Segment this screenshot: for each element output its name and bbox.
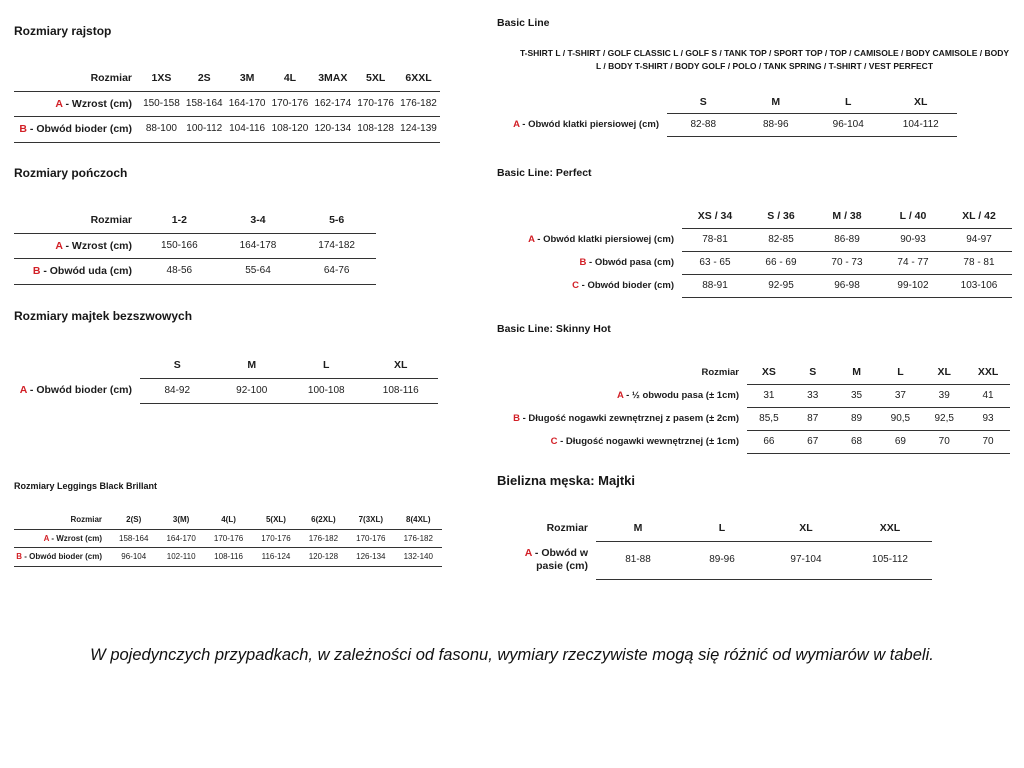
column-header-rozmiar [505,91,667,114]
measurement-value: 162-174 [311,91,354,117]
measurement-value: 116-124 [252,548,299,567]
column-header-size: 1-2 [140,208,219,233]
measurement-value: 89 [835,407,879,430]
column-header-size: XL [764,516,848,541]
measurement-label: C - Obwód bioder (cm) [572,279,674,291]
section-bielizna-meska-majtki [497,473,947,580]
table-leggings [14,511,442,567]
size-table [500,516,932,580]
column-header-size: M [740,91,813,114]
size-table [14,353,438,404]
measurement-value: 70 [922,430,966,453]
size-table [505,91,957,138]
measurement-letter: A [524,547,532,560]
measurement-value: 63 - 65 [682,251,748,274]
measurement-label: A - Obwód bioder (cm) [19,384,132,397]
measurement-letter: A [528,233,535,245]
size-table [14,66,440,143]
measurement-value: 124-139 [397,117,440,143]
measurement-value: 78-81 [682,228,748,251]
column-header-size: 3MAX [311,66,354,91]
column-header-size: 3(M) [157,511,204,529]
measurement-value: 87 [791,407,835,430]
measurement-row [520,228,1012,251]
size-table [14,208,376,285]
measurement-label: A - Obwód klatki piersiowej (cm) [513,119,659,131]
column-header-rozmiar: Rozmiar [701,366,739,378]
column-header-size: 2S [183,66,226,91]
measurement-value: 170-176 [347,529,394,548]
table-majtki-meskie [497,516,947,580]
column-header-size: XL [922,361,966,384]
measurement-value: 100-108 [289,378,364,403]
section-title-majtki-meskie: Bielizna męska: Majtki [497,473,635,488]
section-basic-line-skinny-hot [497,323,1017,454]
measurement-row [505,384,1010,407]
measurement-row [505,114,957,137]
table-header-row [500,516,932,541]
measurement-value: 126-134 [347,548,394,567]
measurement-row [520,274,1012,297]
measurement-label: A - Obwód w pasie (cm) [524,547,588,573]
table-ponczoch [14,208,376,285]
measurement-value: 120-134 [311,117,354,143]
footer-disclaimer: W pojedynczych przypadkach, w zależności od fasonu, wymiary rzeczywiste mogą się różnić od wymiarów w tabeli. [90,646,934,664]
measurement-letter: B [16,552,22,562]
measurement-label: B - Obwód bioder (cm) [14,548,110,567]
measurement-letter: A [55,97,63,110]
measurement-value: 84-92 [140,378,215,403]
column-header-size: 8(4XL) [395,511,442,529]
measurement-value: 102-110 [157,548,204,567]
measurement-value: 108-116 [364,378,439,403]
measurement-value: 174-182 [297,233,376,259]
measurement-value: 81-88 [596,541,680,579]
section-title-skinny-hot: Basic Line: Skinny Hot [497,323,611,335]
column-header-rozmiar: Rozmiar [14,208,140,233]
column-header-size: M / 38 [814,205,880,228]
measurement-value: 92,5 [922,407,966,430]
measurement-value: 100-112 [183,117,226,143]
measurement-value: 78 - 81 [946,251,1012,274]
column-header-size: 1XS [140,66,183,91]
column-header-size: S [791,361,835,384]
measurement-value: 108-120 [269,117,312,143]
measurement-value: 89-96 [680,541,764,579]
column-header-size: L [812,91,885,114]
section-rozmiary-ponczoch [14,166,376,285]
column-header-size: S / 36 [748,205,814,228]
table-header-row [14,208,376,233]
measurement-value: 90,5 [878,407,922,430]
measurement-value: 96-104 [812,114,885,137]
measurement-row [14,91,440,117]
section-rozmiary-majtek-bezszwowych [14,309,438,404]
measurement-value: 37 [878,384,922,407]
measurement-row [14,529,442,548]
section-rozmiary-leggings [14,481,442,567]
measurement-label: B - Długość nogawki zewnętrznej z pasem (± 2cm) [513,412,739,424]
section-basic-line [497,17,1017,137]
measurement-value: 176-182 [397,91,440,117]
measurement-value: 164-170 [157,529,204,548]
measurement-value: 92-100 [215,378,290,403]
measurement-value: 164-178 [219,233,298,259]
table-header-row [505,361,1010,384]
measurement-value: 96-98 [814,274,880,297]
column-header-size: XS / 34 [682,205,748,228]
column-header-size: 2(S) [110,511,157,529]
column-header-rozmiar: Rozmiar [14,66,140,91]
measurement-value: 170-176 [252,529,299,548]
table-majtek-bezszwowych [14,353,438,404]
measurement-value: 88-91 [682,274,748,297]
section-rozmiary-rajstop [14,24,440,143]
section-title-majtek-bezszwowych: Rozmiary majtek bezszwowych [14,309,193,323]
measurement-value: 108-128 [354,117,397,143]
table-header-row [14,353,438,378]
measurement-value: 70 - 73 [814,251,880,274]
column-header-size: M [596,516,680,541]
measurement-row [14,259,376,285]
column-header-size: S [140,353,215,378]
measurement-value: 74 - 77 [880,251,946,274]
measurement-label: A - Wzrost (cm) [14,233,140,259]
measurement-label: B - Obwód bioder (cm) [14,117,140,143]
column-header-size: 5(XL) [252,511,299,529]
column-header-size: S [667,91,740,114]
table-basic-line [497,91,1017,138]
measurement-value: 176-182 [395,529,442,548]
measurement-row [505,430,1010,453]
size-table [520,205,1012,298]
column-header-rozmiar: Rozmiar [14,511,110,529]
measurement-value: 170-176 [205,529,252,548]
measurement-value: 90-93 [880,228,946,251]
measurement-value: 82-85 [748,228,814,251]
measurement-row [520,251,1012,274]
column-header-size: XL [885,91,958,114]
measurement-value: 164-170 [226,91,269,117]
measurement-value: 68 [835,430,879,453]
measurement-label: A - Obwód klatki piersiowej (cm) [528,233,674,245]
measurement-label: A - Wzrost (cm) [14,529,110,548]
measurement-letter: A [616,389,624,401]
column-header-rozmiar [14,353,140,378]
measurement-value: 96-104 [110,548,157,567]
column-header-size: L [878,361,922,384]
measurement-value: 33 [791,384,835,407]
measurement-value: 97-104 [764,541,848,579]
measurement-label: A - Wzrost (cm) [14,91,140,117]
table-header-row [505,91,957,114]
table-skinny-hot [497,361,1017,454]
column-header-size: 5-6 [297,208,376,233]
measurement-letter: A [55,239,63,252]
column-header-size: 5XL [354,66,397,91]
measurement-letter: C [550,435,558,447]
section-title-rajstop: Rozmiary rajstop [14,24,112,38]
measurement-value: 108-116 [205,548,252,567]
measurement-letter: B [579,256,587,268]
column-header-size: L [289,353,364,378]
column-header-size: 4L [269,66,312,91]
measurement-letter: B [32,265,41,278]
measurement-value: 158-164 [183,91,226,117]
measurement-value: 94-97 [946,228,1012,251]
measurement-letter: C [572,279,579,291]
measurement-value: 93 [966,407,1010,430]
measurement-value: 170-176 [269,91,312,117]
table-header-row [14,511,442,529]
column-header-size: 6(2XL) [300,511,347,529]
measurement-value: 150-166 [140,233,219,259]
measurement-row [14,548,442,567]
column-header-size: XXL [848,516,932,541]
column-header-rozmiar [520,205,682,228]
measurement-letter: B [513,412,520,424]
column-header-size: L / 40 [880,205,946,228]
column-header-size: L [680,516,764,541]
column-header-size: M [835,361,879,384]
measurement-value: 41 [966,384,1010,407]
size-table [505,361,1010,454]
measurement-value: 176-182 [300,529,347,548]
measurement-value: 92-95 [748,274,814,297]
measurement-value: 64-76 [297,259,376,285]
measurement-value: 104-116 [226,117,269,143]
measurement-value: 132-140 [395,548,442,567]
measurement-value: 82-88 [667,114,740,137]
measurement-value: 150-158 [140,91,183,117]
section-title-ponczoch: Rozmiary pończoch [14,166,128,180]
measurement-row [14,117,440,143]
table-header-row [14,66,440,91]
measurement-value: 86-89 [814,228,880,251]
column-header-size: 3M [226,66,269,91]
column-header-size: 3-4 [219,208,298,233]
column-header-size: XL / 42 [946,205,1012,228]
measurement-label: C - Długość nogawki wewnętrznej (± 1cm) [550,435,739,447]
column-header-size: 6XXL [397,66,440,91]
measurement-letter: B [19,123,27,136]
measurement-letter: A [19,384,27,397]
measurement-value: 35 [835,384,879,407]
column-header-size: XXL [966,361,1010,384]
column-header-size: XS [747,361,791,384]
measurement-label: B - Obwód uda (cm) [14,259,140,285]
measurement-label: B - Obwód pasa (cm) [579,256,674,268]
table-rajstop [14,66,440,143]
measurement-value: 170-176 [354,91,397,117]
measurement-value: 104-112 [885,114,958,137]
measurement-value: 120-128 [300,548,347,567]
measurement-value: 67 [791,430,835,453]
measurement-value: 103-106 [946,274,1012,297]
measurement-value: 69 [878,430,922,453]
measurement-value: 70 [966,430,1010,453]
column-header-size: 7(3XL) [347,511,394,529]
section-title-leggings: Rozmiary Leggings Black Brillant [14,481,158,491]
measurement-letter: A [513,119,520,131]
section-title-basic-line: Basic Line [497,17,550,29]
measurement-value: 88-100 [140,117,183,143]
measurement-value: 99-102 [880,274,946,297]
measurement-value: 48-56 [140,259,219,285]
section-title-perfect: Basic Line: Perfect [497,167,592,179]
measurement-value: 55-64 [219,259,298,285]
measurement-row [14,378,438,403]
measurement-value: 85,5 [747,407,791,430]
column-header-rozmiar: Rozmiar [546,522,588,534]
measurement-value: 88-96 [740,114,813,137]
measurement-row [500,541,932,579]
measurement-value: 158-164 [110,529,157,548]
size-table [14,511,442,567]
column-header-size: M [215,353,290,378]
section-basic-line-perfect [497,167,1017,298]
measurement-row [505,407,1010,430]
measurement-letter: A [43,533,50,543]
measurement-value: 31 [747,384,791,407]
basic-line-product-list: T-SHIRT L / T-SHIRT / GOLF CLASSIC L / GOLF S / TANK TOP / SPORT TOP / TOP / CAMISOLE / BODY CAMISOLE / BODY L / BODY T-SHIRT / BODY GOLF / POLO / TANK SPRING / T-SHIRT / VEST PERFECT [519,48,1010,71]
measurement-value: 105-112 [848,541,932,579]
measurement-label: A - ½ obwodu pasa (± 1cm) [616,389,739,401]
table-header-row [520,205,1012,228]
measurement-row [14,233,376,259]
table-perfect [497,205,1017,298]
column-header-size: 4(L) [205,511,252,529]
column-header-size: XL [364,353,439,378]
measurement-value: 66 - 69 [748,251,814,274]
measurement-value: 39 [922,384,966,407]
measurement-value: 66 [747,430,791,453]
